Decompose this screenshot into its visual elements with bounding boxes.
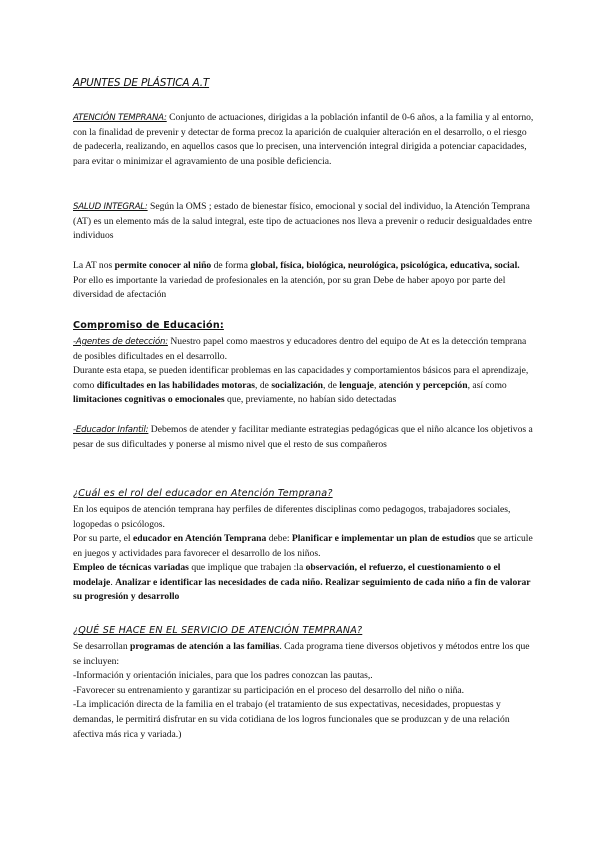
- bold-run: Planificar e implementar un plan de estudios: [291, 533, 475, 544]
- text-run: que, previamente, no habían sido detectadas: [224, 394, 397, 406]
- bold-run: Analizar e identificar las necesidades de cada niño. Realizar seguimiento de cada niño a fin de valorar su progresión y desarrollo: [73, 576, 531, 603]
- paragraph-servicio: [73, 640, 535, 742]
- text-run: ,: [373, 379, 379, 391]
- bold-run: atención y percepción: [378, 379, 468, 391]
- bold-run: limitaciones cognitivas o emocionales: [73, 394, 225, 406]
- text-run: La AT nos: [73, 260, 115, 271]
- bold-run: lenguaje: [339, 379, 374, 391]
- text-run: debe:: [266, 533, 292, 544]
- list-item: -Información y orientación iniciales, para que los padres conozcan las pautas,.: [73, 670, 373, 682]
- text-run: Se desarrollan: [73, 641, 131, 652]
- section-heading-servicio: ¿QUÉ SE HACE EN EL SERVICIO DE ATENCIÓN TEMPRANA?: [73, 625, 363, 636]
- paragraph-text: Conjunto de actuaciones, dirigidas a la población infantil de 0-6 años, a la familia y al entorno, con la finalidad de prevenir y detectar de forma precoz la aparición de cualquier alteración en el desarrollo, o el riesgo de padecerla, realizando, en aquellos casos que lo precisen, una intervención integral dirigida a potenciar capacidades, para evitar o minimizar el agravamiento de una posible deficiencia.: [73, 112, 534, 167]
- term-label: -Educador Infantil:: [73, 425, 149, 435]
- paragraph-atencion-temprana: [73, 111, 535, 169]
- text-run: , de: [323, 379, 340, 391]
- paragraph-salud-integral: [73, 200, 535, 244]
- page-title: APUNTES DE PLÁSTICA A.T: [73, 77, 210, 89]
- bold-run: permite conocer al niño: [114, 260, 212, 271]
- text-run: , de: [255, 379, 272, 391]
- bold-run: global, física, biológica, neurológica, psicológica, educativa, social.: [250, 260, 520, 271]
- list-item: -La implicación directa de la familia en el trabajo (el tratamiento de sus expectativas, necesidades, propuestas y demandas, le permitirá disfrutar en su vida cotidiana de los logros funcionales que se produzcan y de una relación afectiva más rica y variada.): [73, 699, 510, 740]
- text-run: que se articule en juegos y actividades para favorecer el desarrollo de los niños.: [73, 533, 533, 559]
- text-run: Por ello es importante la variedad de profesionales en la atención, por su gran Debe de haber apoyo por parte del diversidad de afectación: [73, 274, 506, 301]
- bold-run: dificultades en las habilidades motoras: [96, 379, 256, 391]
- bold-run: educador en Atención Temprana: [132, 533, 267, 544]
- paragraph-text: Debemos de atender y facilitar mediante estrategias pedagógicas que el niño alcance los objetivos a pesar de sus dificultades y ponerse al mismo nivel que el resto de sus compañeros: [73, 424, 533, 450]
- text-run: que implique que trabajen :la: [188, 562, 306, 574]
- section-heading-compromiso: Compromiso de Educación:: [73, 320, 224, 331]
- bold-run: socialización: [271, 379, 324, 391]
- paragraph-rol-equipos: En los equipos de atención temprana hay perfiles de diferentes disciplinas como pedagogos, trabajadores sociales, logopedas o psicólogos.: [73, 504, 511, 530]
- text-run: .: [110, 576, 116, 588]
- term-label: -Agentes de detección:: [73, 337, 168, 347]
- list-item: -Favorecer su entrenamiento y garantizar su participación en el proceso del desarrollo del niño o niña.: [73, 684, 465, 696]
- section-heading-rol: ¿Cuál es el rol del educador en Atención Temprana?: [73, 488, 333, 499]
- text-run: de forma: [211, 260, 251, 271]
- paragraph-educador-infantil: [73, 423, 535, 452]
- text-run: Durante esta etapa, se pueden identificar problemas en las capacidades y comportamientos básicos para el aprendizaje, como: [73, 365, 529, 391]
- paragraph-at-global: [73, 259, 535, 303]
- paragraph-text: Según la OMS ; estado de bienestar físico, emocional y social del individuo, la Atención Temprana (AT) es un elemento más de la salud integral, este tipo de actuaciones nos lleva a prevenir o reducir desigualdades entre individuos: [73, 201, 532, 242]
- term-label: SALUD INTEGRAL:: [73, 202, 148, 212]
- text-run: Por su parte, el: [73, 533, 133, 544]
- paragraph-agentes: [73, 335, 535, 364]
- bold-run: programas de atención a las familias: [130, 641, 280, 652]
- paragraph-text: Nuestro papel como maestros y educadores dentro del equipo de At es la detección temprana de posibles dificultades en el desarrollo.: [73, 336, 527, 362]
- paragraph-rol-educador: [73, 532, 535, 605]
- term-label: ATENCIÓN TEMPRANA:: [73, 113, 167, 123]
- text-run: . Cada programa tiene diversos objetivos y métodos entre los que se incluyen:: [73, 641, 530, 667]
- paragraph-etapa: [73, 364, 535, 408]
- bold-run: observación, el refuerzo, el cuestionamiento o el modelaje: [73, 562, 501, 588]
- bold-run: Empleo de técnicas variadas: [73, 562, 189, 574]
- text-run: , así como: [467, 379, 507, 391]
